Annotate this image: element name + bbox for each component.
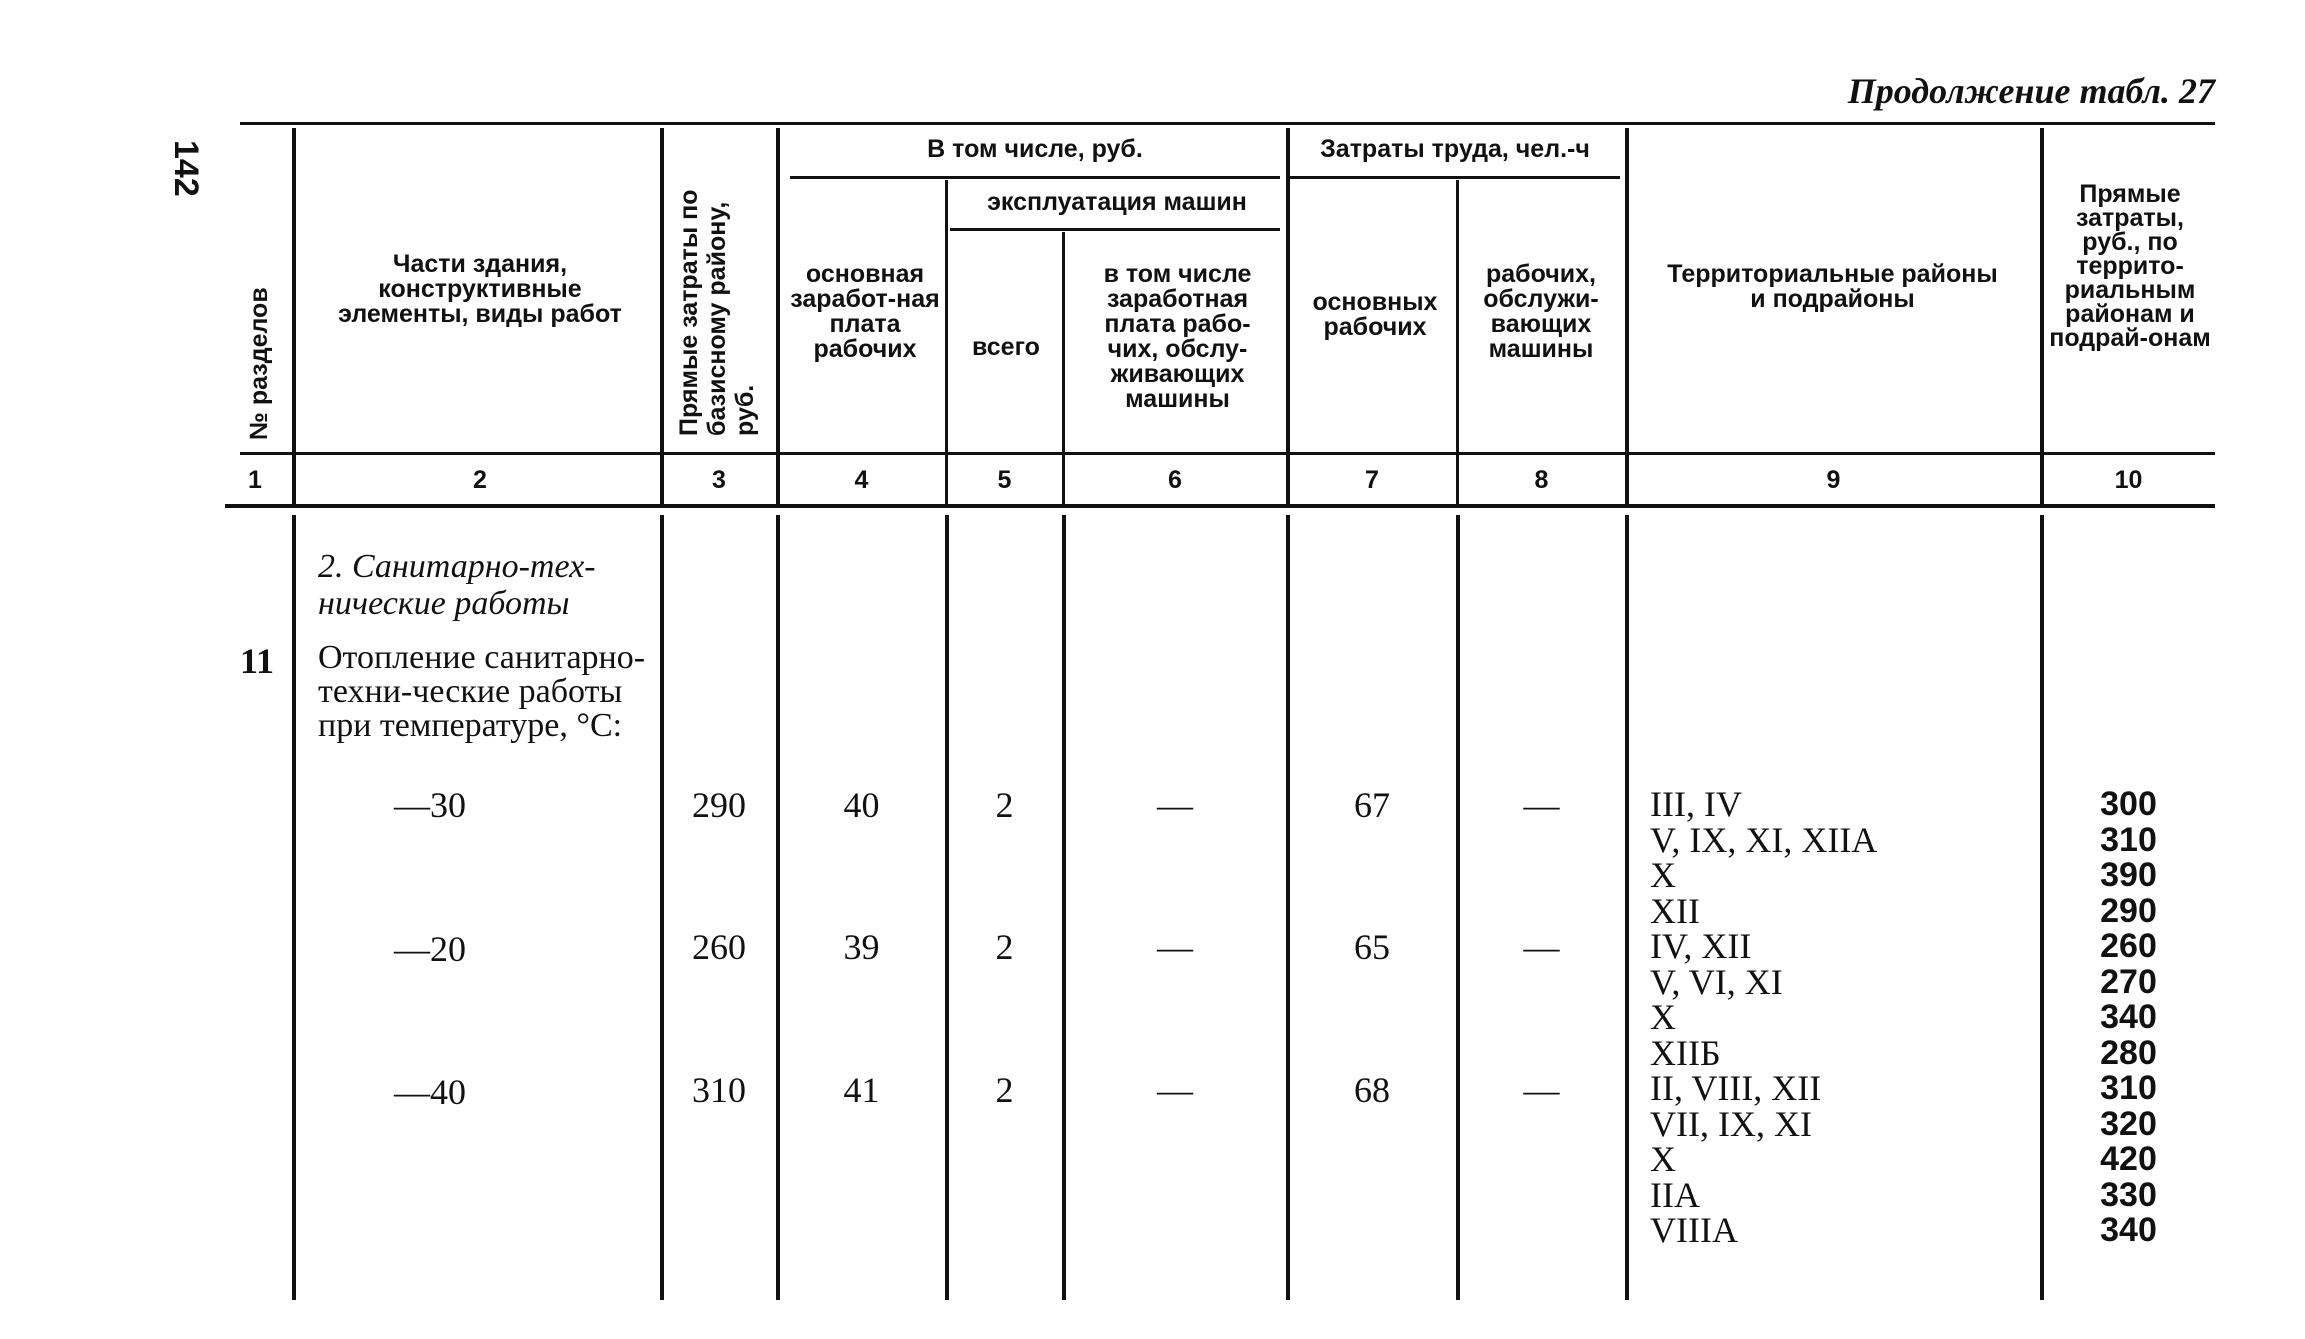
column-number-7: 7	[1365, 466, 1379, 494]
body-vrule-8	[1625, 515, 1629, 1300]
regions-list	[1650, 784, 2030, 1250]
region-cost: 280	[2100, 1033, 2157, 1072]
group-machines-rule	[950, 228, 1280, 231]
region-item: V, IX, XI, XIIА	[1650, 819, 1878, 860]
header-vrule-4	[945, 180, 948, 504]
header-group-machines: эксплуатация машин	[987, 188, 1247, 216]
body-vrule-1	[292, 515, 296, 1300]
body-vrule-2	[660, 515, 664, 1300]
body-vrule-3	[776, 515, 780, 1300]
region-item: IIА	[1650, 1174, 1700, 1215]
header-col2: Части здания, конструктивные элементы, виды работ	[338, 250, 622, 328]
region-cost: 310	[2100, 820, 2157, 859]
row3-wages: 41	[843, 1070, 880, 1110]
row3-temp: —40	[394, 1072, 466, 1112]
body-vrule-5	[1062, 515, 1066, 1300]
header-col1: № разделов	[245, 287, 273, 440]
row1-labor-main: 67	[1354, 785, 1390, 825]
header-col4: основная заработ-ная плата рабочих	[790, 260, 940, 363]
group-labor-rule	[1290, 176, 1620, 179]
row3-machines-total: 2	[995, 1070, 1014, 1110]
body-vrule-4	[945, 515, 949, 1300]
region-item: X	[1650, 855, 1676, 895]
region-cost: 260	[2100, 927, 2157, 965]
column-numbers-rule	[225, 504, 2215, 508]
header-col9: Территориальные районы и подрайоны	[1667, 260, 1998, 313]
region-item: IV, XII	[1650, 926, 1752, 966]
row2-labor-machines: —	[1523, 927, 1560, 967]
region-cost: 270	[2100, 962, 2157, 1001]
group-cost-rule	[790, 176, 1280, 179]
region-cost: 290	[2100, 891, 2157, 930]
header-vrule-3	[776, 128, 780, 504]
body-vrule-6	[1286, 515, 1290, 1300]
column-number-4: 4	[854, 466, 869, 494]
column-number-8: 8	[1534, 466, 1549, 494]
header-col5: всего	[972, 333, 1040, 361]
row1-machines-total: 2	[995, 785, 1014, 825]
header-col10: Прямые затраты, руб., по террито-риальным районам и подрай-онам	[2049, 180, 2211, 352]
region-cost: 300	[2100, 785, 2157, 823]
row2-labor-main: 65	[1354, 927, 1390, 967]
header-vrule-1	[292, 128, 296, 504]
region-cost: 330	[2100, 1175, 2157, 1214]
body-vrule-7	[1456, 515, 1460, 1300]
header-vrule-5	[1062, 232, 1065, 504]
region-costs-list	[2042, 787, 2215, 1249]
table-top-rule	[240, 122, 2215, 125]
page-number: 142	[167, 140, 205, 197]
row1-temp: —30	[394, 785, 466, 825]
column-number-5: 5	[997, 466, 1012, 494]
row3-labor-main: 68	[1354, 1070, 1390, 1110]
column-number-1: 1	[248, 466, 262, 494]
row1-machines-wages: —	[1157, 785, 1193, 825]
row3-base-cost: 310	[692, 1070, 746, 1110]
header-vrule-6	[1286, 128, 1290, 504]
region-item: VIIIА	[1650, 1210, 1738, 1250]
row2-machines-wages: —	[1157, 927, 1193, 967]
header-col8: рабочих, обслужи-вающих машины	[1483, 260, 1599, 363]
region-cost: 320	[2100, 1104, 2157, 1143]
row2-wages: 39	[843, 927, 880, 967]
row3-labor-machines: —	[1523, 1070, 1560, 1110]
section-description: Отопление санитарно-техни-ческие работы при температуре, °С:	[318, 639, 646, 744]
region-item: III, IV	[1650, 784, 1742, 824]
column-number-6: 6	[1168, 466, 1182, 494]
region-item: X	[1650, 997, 1676, 1037]
header-group-cost: В том числе, руб.	[927, 135, 1143, 163]
region-item: XIIБ	[1650, 1032, 1721, 1073]
region-item: X	[1650, 1139, 1676, 1179]
row2-base-cost: 260	[692, 927, 746, 967]
section-number: 11	[240, 641, 275, 681]
section-title: 2. Санитарно-тех-нические работы	[318, 548, 596, 622]
header-col6: в том числе заработная плата рабо-чих, обслу-живающих машины	[1103, 260, 1252, 413]
header-vrule-7	[1456, 180, 1459, 504]
row3-machines-wages: —	[1157, 1070, 1193, 1110]
region-item: II, VIII, XII	[1650, 1068, 1822, 1108]
column-number-2: 2	[473, 466, 487, 494]
header-col3: Прямые затраты по базисному району, руб.	[675, 189, 759, 436]
row1-labor-machines: —	[1523, 785, 1560, 825]
region-item: V, VI, XI	[1650, 961, 1783, 1002]
region-cost: 340	[2100, 1211, 2157, 1249]
region-cost: 420	[2100, 1140, 2157, 1178]
region-cost: 340	[2100, 998, 2157, 1036]
column-number-10: 10	[2114, 466, 2143, 494]
header-vrule-2	[660, 128, 664, 504]
region-cost: 310	[2100, 1069, 2157, 1107]
column-number-9: 9	[1826, 466, 1841, 494]
continuation-title: Продолжение табл. 27	[1847, 71, 2215, 111]
row2-machines-total: 2	[995, 927, 1014, 967]
header-bottom-rule	[240, 452, 2215, 455]
region-item: VII, IX, XI	[1650, 1103, 1812, 1144]
column-number-3: 3	[712, 466, 726, 494]
header-group-labor: Затраты труда, чел.-ч	[1320, 135, 1590, 163]
region-item: XII	[1650, 890, 1700, 931]
row1-wages: 40	[843, 785, 880, 825]
region-cost: 390	[2100, 856, 2157, 894]
row2-temp: —20	[394, 929, 466, 969]
header-col7: основных рабочих	[1312, 288, 1438, 341]
row1-base-cost: 290	[692, 785, 746, 825]
header-vrule-8	[1625, 128, 1629, 504]
header-vrule-9	[2040, 128, 2044, 504]
